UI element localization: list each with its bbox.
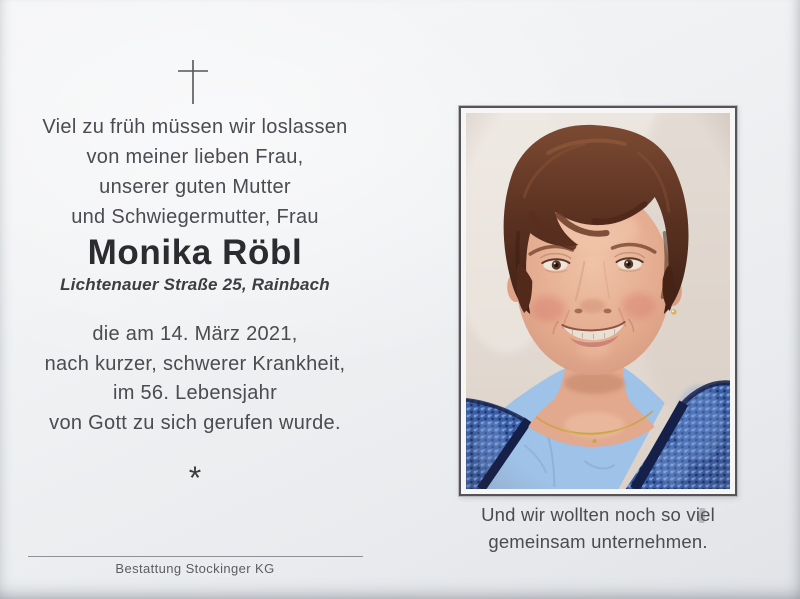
portrait-photo-frame [459, 106, 737, 496]
intro-text [0, 112, 390, 232]
cross-icon [175, 57, 211, 107]
deceased-name: Monika Röbl [87, 233, 303, 272]
photo-caption [459, 502, 737, 555]
death-line-2: nach kurzer, schwerer Krankheit, [44, 352, 346, 375]
death-line-1: die am 14. März 2021, [92, 323, 298, 345]
funeral-home-name: Bestattung Stockinger KG [115, 561, 275, 576]
print-smudge-mark [698, 508, 705, 523]
caption-line-1: Und wir wollten noch so viel [481, 504, 715, 525]
birth-star-symbol: * [188, 460, 202, 496]
divider-line [28, 556, 363, 557]
caption-line-2: gemeinsam unternehmen. [488, 530, 708, 552]
portrait-photo [466, 113, 730, 489]
death-text [0, 320, 390, 438]
intro-line-1: Viel zu früh müssen wir loslassen [42, 116, 348, 138]
address-line: Lichtenauer Straße 25, Rainbach [60, 275, 330, 294]
intro-line-4: und Schwiegermutter, Frau [71, 206, 319, 228]
death-line-4: von Gott zu sich gerufen wurde. [49, 411, 341, 434]
intro-line-2: von meiner lieben Frau, [86, 146, 304, 168]
intro-line-3: unserer guten Mutter [99, 176, 291, 198]
death-line-3: im 56. Lebensjahr [112, 382, 278, 404]
